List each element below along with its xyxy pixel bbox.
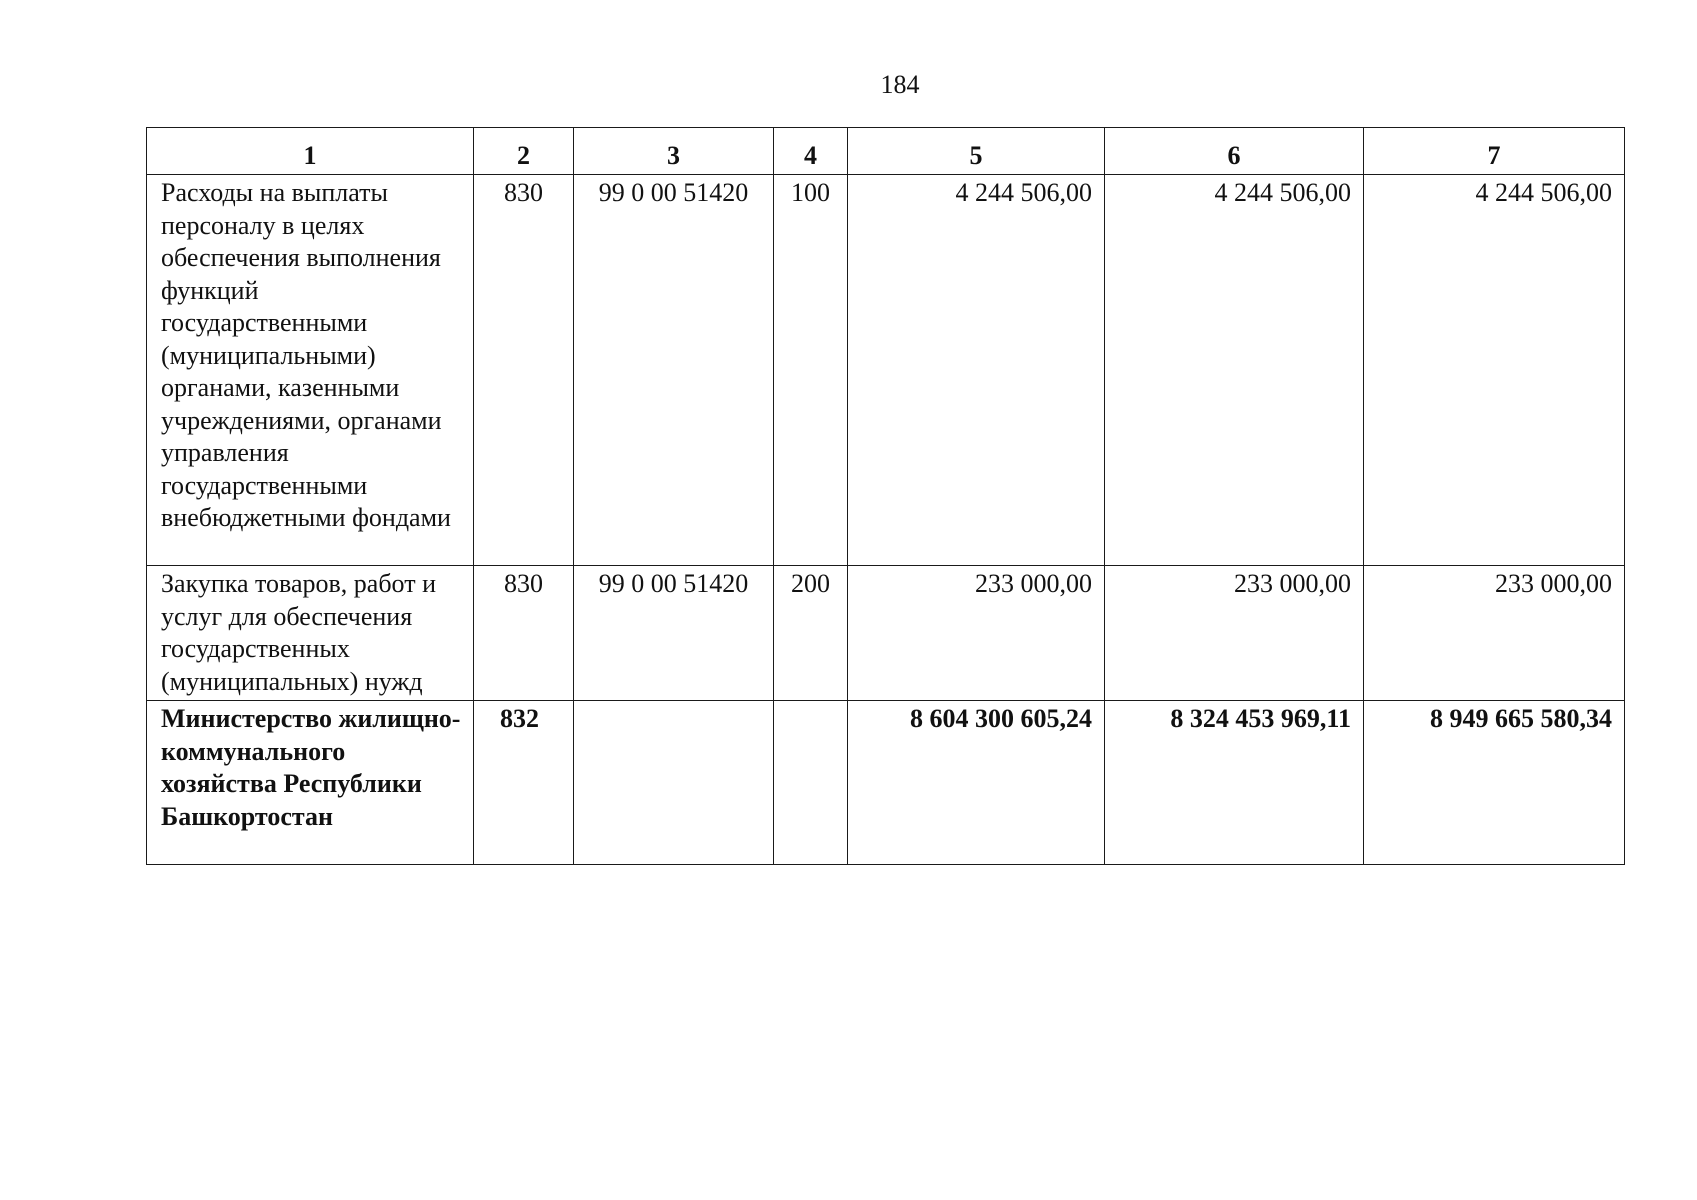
row-col5-cell: 8 604 300 605,24	[848, 701, 1105, 865]
row-col5-cell: 4 244 506,00	[848, 175, 1105, 566]
row-col4-cell: 200	[774, 566, 848, 701]
budget-table	[146, 127, 1625, 865]
row-col7-cell: 8 949 665 580,34	[1364, 701, 1625, 865]
row-col2-cell: 832	[474, 701, 574, 865]
table-row	[147, 701, 1625, 865]
row-name-cell: Расходы на выплаты персоналу в целях обеспечения выполнения функций государственными (муниципальными) органами, казенными учреждениями, органами управления государственными внебюджетными фондами	[147, 175, 474, 566]
row-col7-cell: 233 000,00	[1364, 566, 1625, 701]
column-header-2: 2	[474, 128, 574, 175]
table-row	[147, 566, 1625, 701]
row-col3-cell: 99 0 00 51420	[574, 175, 774, 566]
page-number: 184	[880, 70, 920, 99]
row-col6-cell: 4 244 506,00	[1105, 175, 1364, 566]
row-col7-cell: 4 244 506,00	[1364, 175, 1625, 566]
row-col6-cell: 8 324 453 969,11	[1105, 701, 1364, 865]
column-header-7: 7	[1364, 128, 1625, 175]
row-name-cell: Министерство жилищно-коммунального хозяйства Республики Башкортостан	[147, 701, 474, 865]
row-col3-cell	[574, 701, 774, 865]
row-col2-cell: 830	[474, 175, 574, 566]
column-header-6: 6	[1105, 128, 1364, 175]
row-name-cell: Закупка товаров, работ и услуг для обеспечения государственных (муниципальных) нужд	[147, 566, 474, 701]
header-row	[147, 128, 1625, 175]
table-row	[147, 175, 1625, 566]
column-header-1: 1	[147, 128, 474, 175]
row-col4-cell	[774, 701, 848, 865]
column-header-5: 5	[848, 128, 1105, 175]
row-col5-cell: 233 000,00	[848, 566, 1105, 701]
column-header-4: 4	[774, 128, 848, 175]
row-col2-cell: 830	[474, 566, 574, 701]
column-header-3: 3	[574, 128, 774, 175]
row-col4-cell: 100	[774, 175, 848, 566]
row-col6-cell: 233 000,00	[1105, 566, 1364, 701]
row-col3-cell: 99 0 00 51420	[574, 566, 774, 701]
